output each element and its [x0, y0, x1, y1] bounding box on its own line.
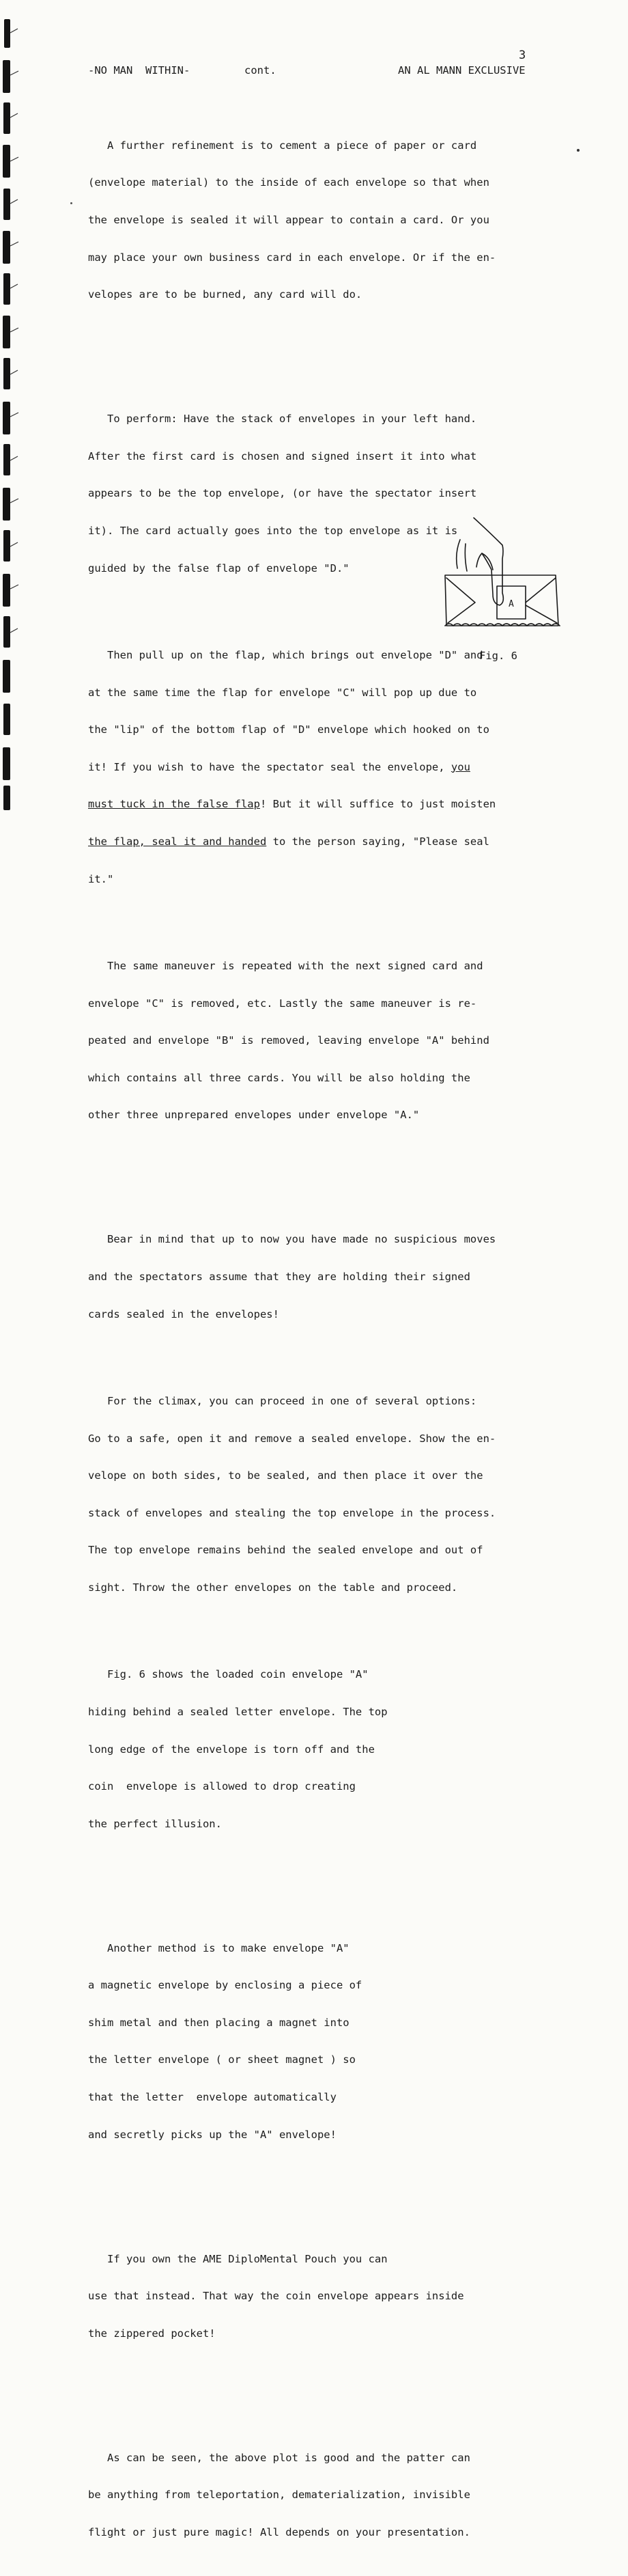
text-line: it). The card actually goes into the top envelope as it is [88, 524, 458, 537]
text-line: a magnetic envelope by enclosing a piece of [88, 1979, 362, 1992]
text-line: be anything from teleportation, dematerialization, invisible [88, 2489, 470, 2502]
text-line: peated and envelope "B" is removed, leaving envelope "A" behind [88, 1034, 489, 1047]
text-line: and secretly picks up the "A" envelope! [88, 2128, 337, 2141]
text-line [88, 761, 566, 773]
letter-envelope [445, 575, 558, 626]
text-span: it! If you wish to have the spectator seal the envelope, [88, 760, 451, 773]
text-line: that the letter envelope automatically [88, 2091, 337, 2104]
text-line: the zippered pocket! [88, 2327, 216, 2340]
text-line: For the climax, you can proceed in one of several options: [88, 1394, 477, 1407]
coin-envelope-label: A [509, 599, 514, 609]
text-line: After the first card is chosen and signed insert it into what [88, 449, 477, 462]
paragraph-magnetic [88, 1917, 566, 2165]
text-line [88, 798, 566, 810]
text-line: cards sealed in the envelopes! [88, 1307, 279, 1320]
text-line: at the same time the flap for envelope "C" will pop up due to [88, 686, 477, 699]
text-line: coin envelope is allowed to drop creating [88, 1780, 356, 1793]
header-exclusive: AN AL MANN EXCLUSIVE [398, 64, 526, 77]
text-line: use that instead. That way the coin envelope appears inside [88, 2290, 464, 2303]
text-line: To perform: Have the stack of envelopes in your left hand. [88, 413, 477, 426]
paragraph-diplomental [88, 2228, 566, 2364]
text-line: envelope "C" is removed, etc. Lastly the same maneuver is re- [88, 997, 477, 1010]
text-span: to the person saying, "Please seal [266, 835, 489, 848]
paragraph-bear-in-mind [88, 1208, 566, 1345]
header-title: -NO MAN WITHIN- [88, 64, 190, 77]
figure-caption: Fig. 6 [479, 650, 517, 662]
torn-edge [445, 624, 560, 626]
page-number: 3 [519, 49, 526, 62]
text-line: As can be seen, the above plot is good and the patter can [88, 2451, 470, 2464]
text-line: long edge of the envelope is torn off and the [88, 1743, 375, 1756]
text-line: Fig. 6 shows the loaded coin envelope "A" [88, 1668, 369, 1681]
text-span: ! But it will suffice to just moisten [259, 798, 496, 811]
text-line: sight. Throw the other envelopes on the table and proceed. [88, 1581, 458, 1594]
envelope-flap-lines [446, 578, 557, 623]
text-line: Bear in mind that up to now you have made no suspicious moves [88, 1233, 496, 1246]
paragraph-same-maneuver [88, 935, 566, 1146]
text-line: If you own the AME DiploMental Pouch you can [88, 2252, 388, 2265]
stray-ink-mark [70, 202, 72, 204]
text-line: Another method is to make envelope "A" [88, 1941, 349, 1954]
text-line: shim metal and then placing a magnet into [88, 2016, 349, 2029]
paragraph-refinement [88, 114, 566, 325]
paragraph-fig6 [88, 1644, 566, 1855]
text-line: which contains all three cards. You will be also holding the [88, 1071, 470, 1084]
text-line: stack of envelopes and stealing the top envelope in the process. [88, 1506, 496, 1519]
text-line: and the spectators assume that they are holding their signed [88, 1270, 470, 1283]
text-line: guided by the false flap of envelope "D." [88, 562, 349, 574]
spiral-binding [0, 0, 25, 812]
text-line [88, 835, 566, 848]
text-line: the envelope is sealed it will appear to contain a card. Or you [88, 214, 489, 227]
text-line: the letter envelope ( or sheet magnet ) so [88, 2053, 356, 2066]
text-line: it." [88, 872, 114, 885]
text-line: Go to a safe, open it and remove a sealed envelope. Show the en- [88, 1432, 496, 1445]
text-line: velopes are to be burned, any card will do. [88, 288, 362, 301]
underlined-text: you [451, 760, 470, 773]
body-text [88, 89, 566, 2576]
paragraph-climax [88, 1370, 566, 1619]
binding-holes [3, 19, 10, 810]
underlined-text: the flap, seal it and handed [88, 835, 267, 848]
text-line: velope on both sides, to be sealed, and then place it over the [88, 1469, 483, 1482]
paragraph-pull-flap [88, 624, 566, 911]
text-line: The top envelope remains behind the sealed envelope and out of [88, 1544, 483, 1557]
paragraph-conclusion [88, 2426, 566, 2563]
underlined-text: must tuck in the false flap [88, 798, 260, 811]
text-line: hiding behind a sealed letter envelope. The top [88, 1706, 388, 1718]
text-line: the perfect illusion. [88, 1817, 222, 1830]
text-line: Then pull up on the flap, which brings out envelope "D" and [88, 648, 483, 661]
header-cont: cont. [244, 64, 276, 77]
text-line: A further refinement is to cement a piece of paper or card [88, 139, 477, 152]
fig6-illustration [442, 512, 565, 635]
text-line: the "lip" of the bottom flap of "D" envelope which hooked on to [88, 723, 489, 736]
stray-ink-mark [577, 149, 580, 152]
text-line: (envelope material) to the inside of each envelope so that when [88, 176, 489, 189]
text-line: flight or just pure magic! All depends on your presentation. [88, 2525, 470, 2538]
page-header [0, 64, 628, 78]
text-line: The same maneuver is repeated with the next signed card and [88, 960, 483, 973]
text-line: may place your own business card in each envelope. Or if the en- [88, 251, 496, 264]
text-line: appears to be the top envelope, (or have the spectator insert [88, 487, 477, 500]
text-line: other three unprepared envelopes under envelope "A." [88, 1109, 420, 1122]
